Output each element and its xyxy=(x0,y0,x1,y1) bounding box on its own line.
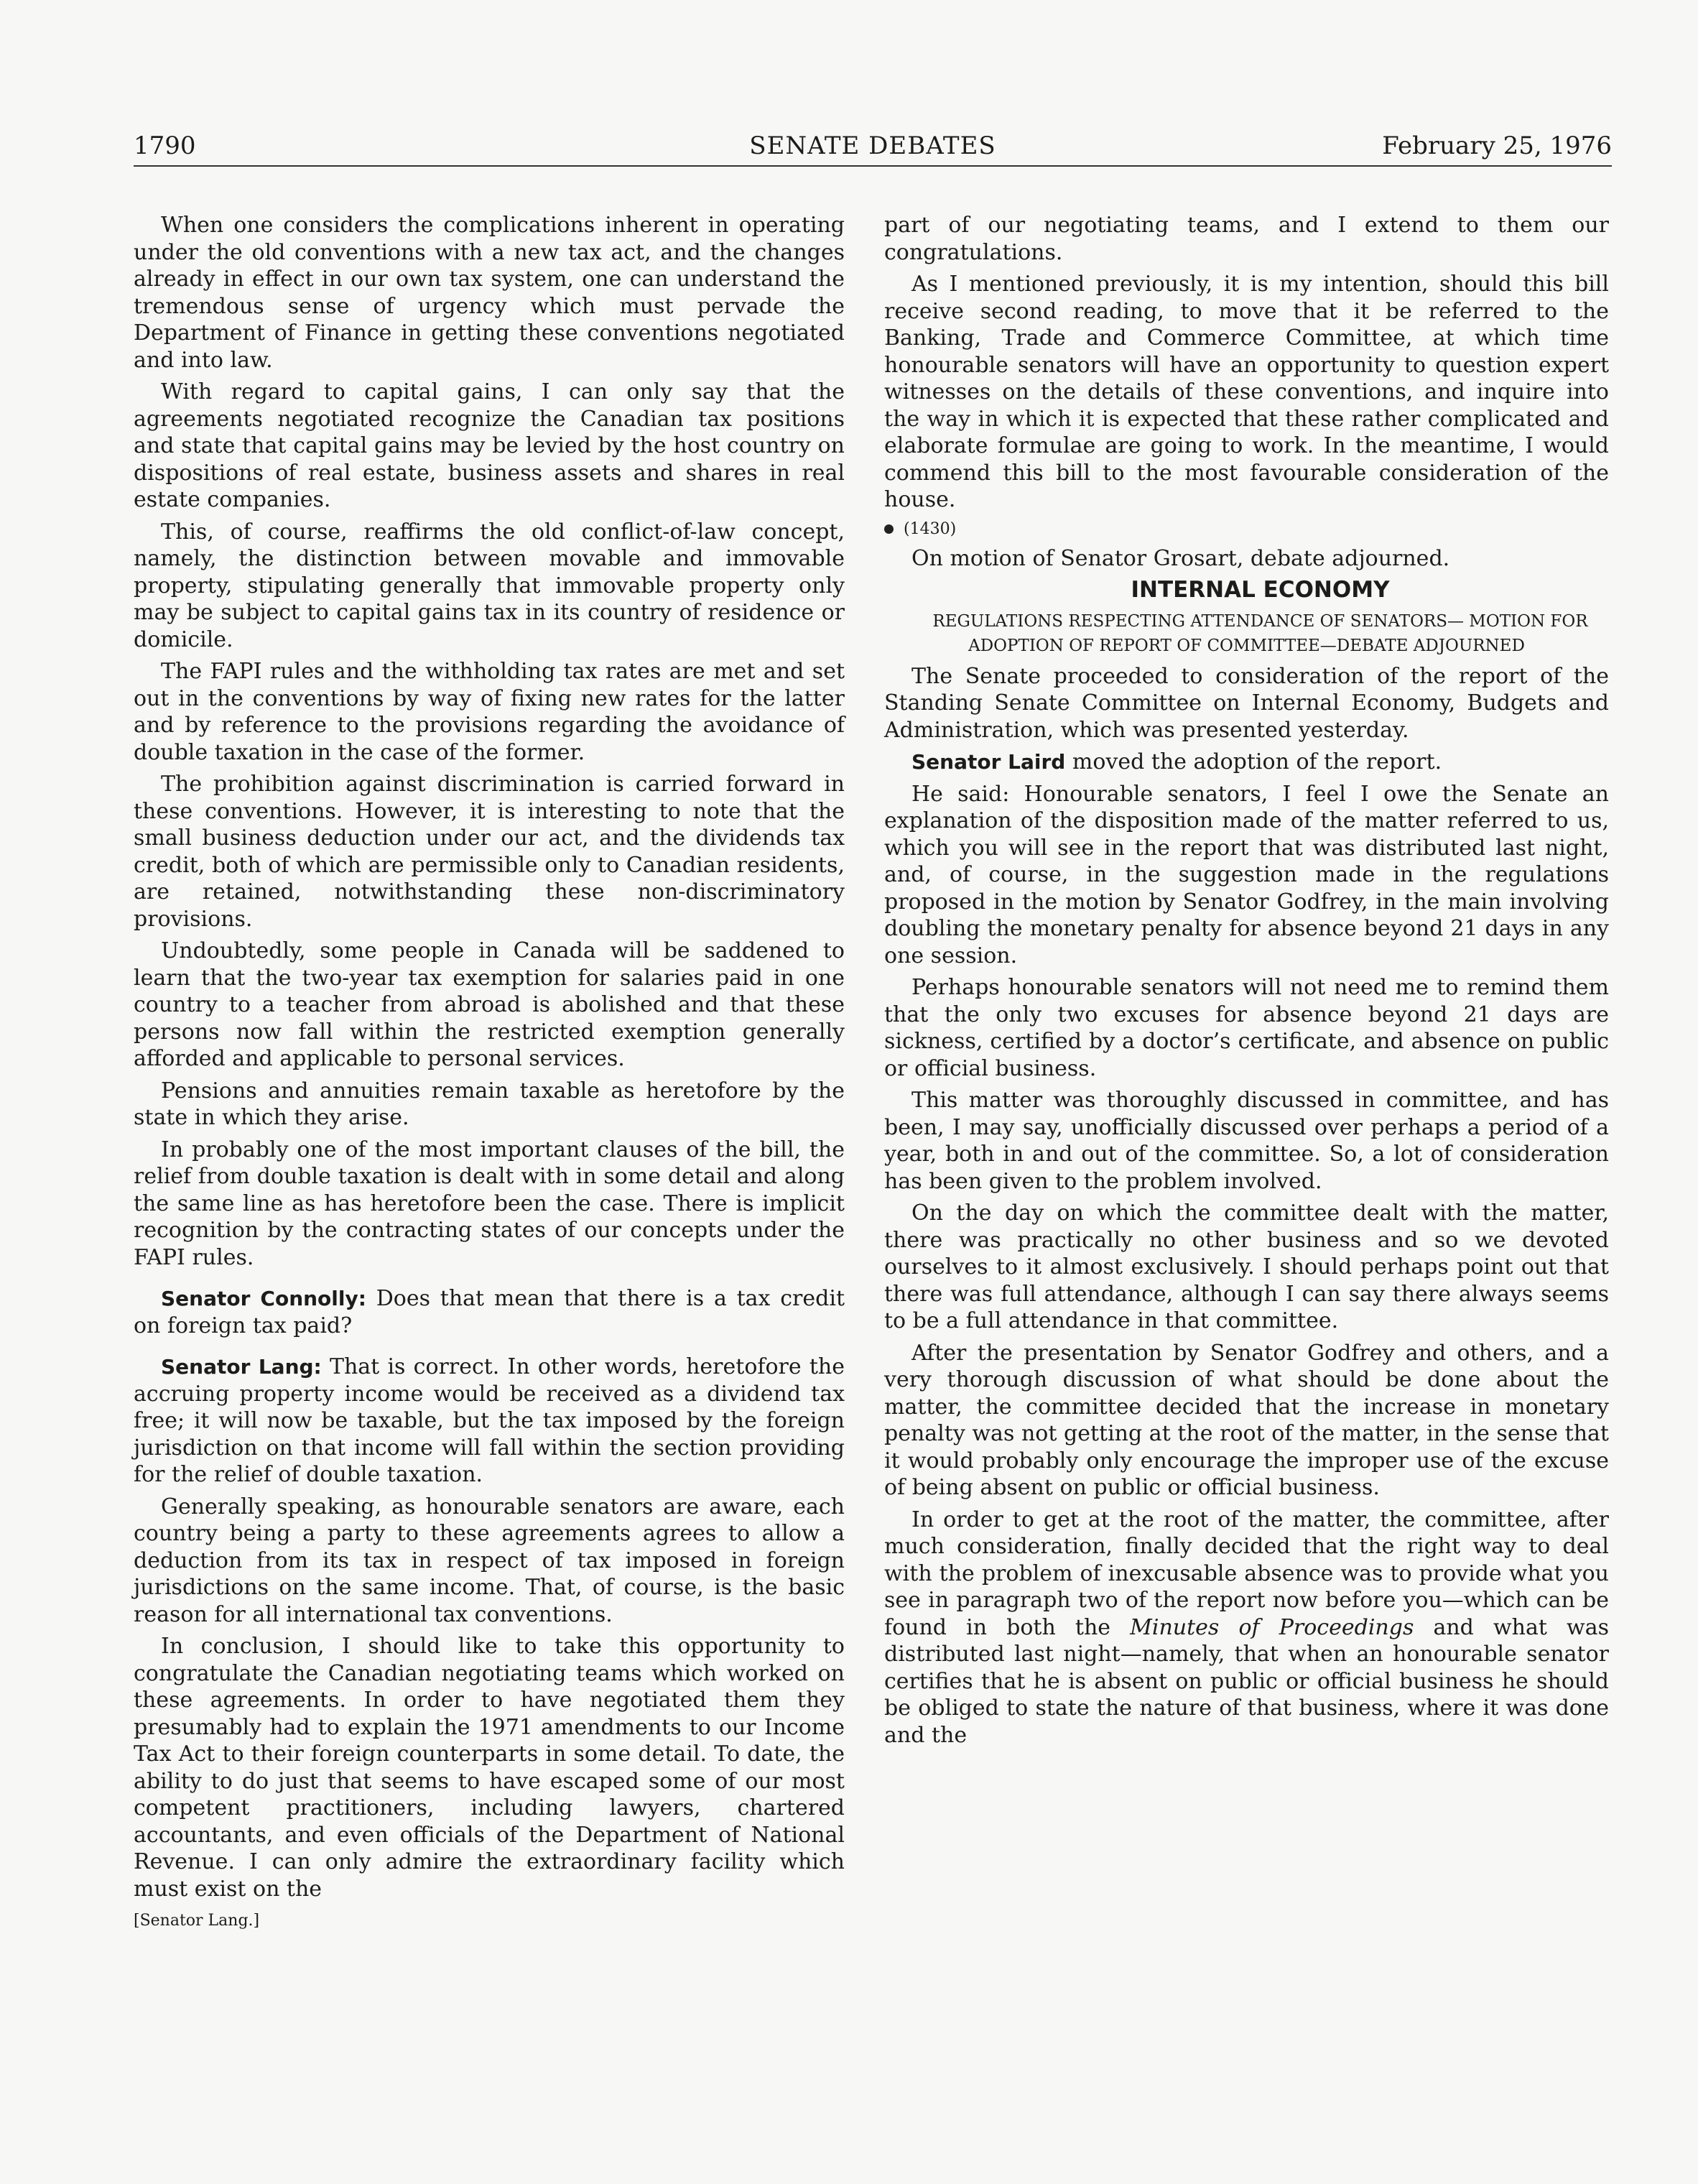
paragraph: This matter was thoroughly discussed in committee, and has been, I may say, unofficially discussed over perhaps a period of a year, both in and out of the committee. So, a lot of consideration has been given to the problem involved. xyxy=(884,1088,1609,1194)
paragraph: The FAPI rules and the withholding tax rates are met and set out in the conventions by way of fixing new rates for the latter and by reference to the provisions regarding the avoidance of double taxation in the case of the former. xyxy=(134,659,845,765)
paragraph: Pensions and annuities remain taxable as heretofore by the state in which they arise. xyxy=(134,1078,845,1130)
paragraph-text: and what was distributed last night—namely, that when an honourable senator certifies that he is absent on public or official business he should be obliged to state the nature of that business, where it was done and the xyxy=(884,1614,1610,1748)
speech-text: moved the adoption of the report. xyxy=(1072,749,1442,774)
paragraph: He said: Honourable senators, I feel I owe the Senate an explanation of the disposition made of the matter referred to us, which you will see in the report that was distributed last night, and, of course, in the suggestion made in the regulations proposed in the motion by Senator Godfrey, in the main involving doubling the monetary penalty for absence beyond 21 days in any one session. xyxy=(884,781,1609,968)
paragraph: When one considers the complications inherent in operating under the old conventions with a new tax act, and the changes already in effect in our own tax system, one can understand the tremendous sense of urgency which must pervade the Department of Finance in getting these conventions negotiated and into law. xyxy=(134,213,845,373)
paragraph: Perhaps honourable senators will not need me to remind them that the only two excuses for absence beyond 21 days are sickness, certified by a doctor’s certificate, and absence on public or official business. xyxy=(884,975,1609,1081)
left-column xyxy=(134,212,845,1940)
paragraph: After the presentation by Senator Godfrey and others, and a very thorough discussion of what should be done about the matter, the committee decided that the increase in monetary penalty was not getting at the root of the matter, in the sense that it would probably only encourage the improper use of the excuse of being absent on public or official business. xyxy=(884,1340,1609,1500)
speaker-attribution: [Senator Lang.] xyxy=(134,1912,260,1930)
time-marker-text: (1430) xyxy=(904,519,957,538)
section-subheading: REGULATIONS RESPECTING ATTENDANCE OF SENATORS— MOTION FOR ADOPTION OF REPORT OF COMMITTEE—DEBATE ADJOURNED xyxy=(932,611,1588,655)
speech-text: That is correct. In other words, heretofore the accruing property income would be received as a dividend tax free; it will now be taxable, but the tax imposed by the foreign jurisdiction on that income will fall within the section providing for the relief of double taxation. xyxy=(134,1354,845,1487)
paragraph: Undoubtedly, some people in Canada will be saddened to learn that the two-year tax exemption for salaries paid in one country to a teacher from abroad is abolished and that these persons now fall within the restricted exemption generally afforded and applicable to personal services. xyxy=(134,938,845,1071)
paragraph: In conclusion, I should like to take this opportunity to congratulate the Canadian negotiating teams which worked on these agreements. In order to have negotiated them they presumably had to explain the 1971 amendments to our Income Tax Act to their foreign counterparts in some detail. To date, the ability to do just that seems to have escaped some of our most competent practitioners, including lawyers, chartered accountants, and even officials of the Department of National Revenue. I can only admire the extraordinary facility which must exist on the xyxy=(134,1634,845,1902)
paragraph: On motion of Senator Grosart, debate adjourned. xyxy=(911,545,1450,571)
time-marker xyxy=(884,519,1609,540)
paragraph: The prohibition against discrimination is carried forward in these conventions. However, it is interesting to note that the small business deduction under our act, and the dividends tax credit, both of which are permissible only to Canadian residents, are retained, notwithstanding these non-discriminatory provisions. xyxy=(134,772,845,932)
paragraph xyxy=(884,1507,1609,1749)
page-header xyxy=(134,128,1612,167)
speaker-name: Senator Laird xyxy=(911,750,1066,774)
paragraph: As I mentioned previously, it is my intention, should this bill receive second reading, to move that it be referred to the Banking, Trade and Commerce Committee, at which time honourable senators will have an opportunity to question expert witnesses on the details of these conventions, and inquire into the way in which it is expected that these rather complicated and elaborate formulae are going to work. In the meantime, I would commend this bill to the most favourable consideration of the house. xyxy=(884,272,1609,512)
page-number: 1790 xyxy=(134,131,196,160)
publication-title: SENATE DEBATES xyxy=(749,131,996,160)
paragraph: Generally speaking, as honourable senators are aware, each country being a party to these agreements agrees to allow a deduction from its tax in respect of tax imposed in foreign jurisdictions on the same income. That, of course, is the basic reason for all international tax conventions. xyxy=(134,1494,845,1627)
speech-lang xyxy=(134,1354,845,1489)
speaker-name: Senator Connolly: xyxy=(161,1287,366,1310)
paragraph: The Senate proceeded to consideration of the report of the Standing Senate Committee on Internal Economy, Budgets and Administration, which was presented yesterday. xyxy=(884,663,1609,743)
paragraph: part of our negotiating teams, and I extend to them our congratulations. xyxy=(884,213,1609,265)
paragraph: On the day on which the committee dealt with the matter, there was practically no other business and so we devoted ourselves to it almost exclusively. I should perhaps point out that there was full attendance, although I can say there always seems to be a full attendance in that committee. xyxy=(884,1200,1609,1333)
speech-laird xyxy=(884,749,1609,776)
right-column xyxy=(884,212,1609,1754)
paragraph: With regard to capital gains, I can only say that the agreements negotiated recognize the Canadian tax positions and state that capital gains may be levied by the host country on dispositions of real estate, business assets and shares in real estate companies. xyxy=(134,379,845,512)
bullet-icon xyxy=(884,524,894,534)
italic-title: Minutes of Proceedings xyxy=(1130,1614,1414,1640)
paragraph: In probably one of the most important clauses of the bill, the relief from double taxation is dealt with in some detail and along the same line as has heretofore been the case. There is implicit recognition by the contracting states of our concepts under the FAPI rules. xyxy=(134,1137,845,1270)
paragraph: This, of course, reaffirms the old conflict-of-law concept, namely, the distinction between movable and immovable property, stipulating generally that immovable property only may be subject to capital gains tax in its country of residence or domicile. xyxy=(134,519,845,652)
speaker-name: Senator Lang: xyxy=(161,1355,322,1379)
publication-date: February 25, 1976 xyxy=(1382,131,1612,160)
speech-connolly xyxy=(134,1285,845,1339)
speech-text: Does that mean that there is a tax credit on foreign tax paid? xyxy=(134,1286,845,1338)
section-heading: INTERNAL ECONOMY xyxy=(1131,577,1390,603)
paragraph-text: In order to get at the root of the matter, the committee, after much consideration, finally decided that the right way to deal with the problem of inexcusable absence was to provide what you see in paragraph two of the report now before you—which can be found in both the xyxy=(884,1507,1609,1640)
